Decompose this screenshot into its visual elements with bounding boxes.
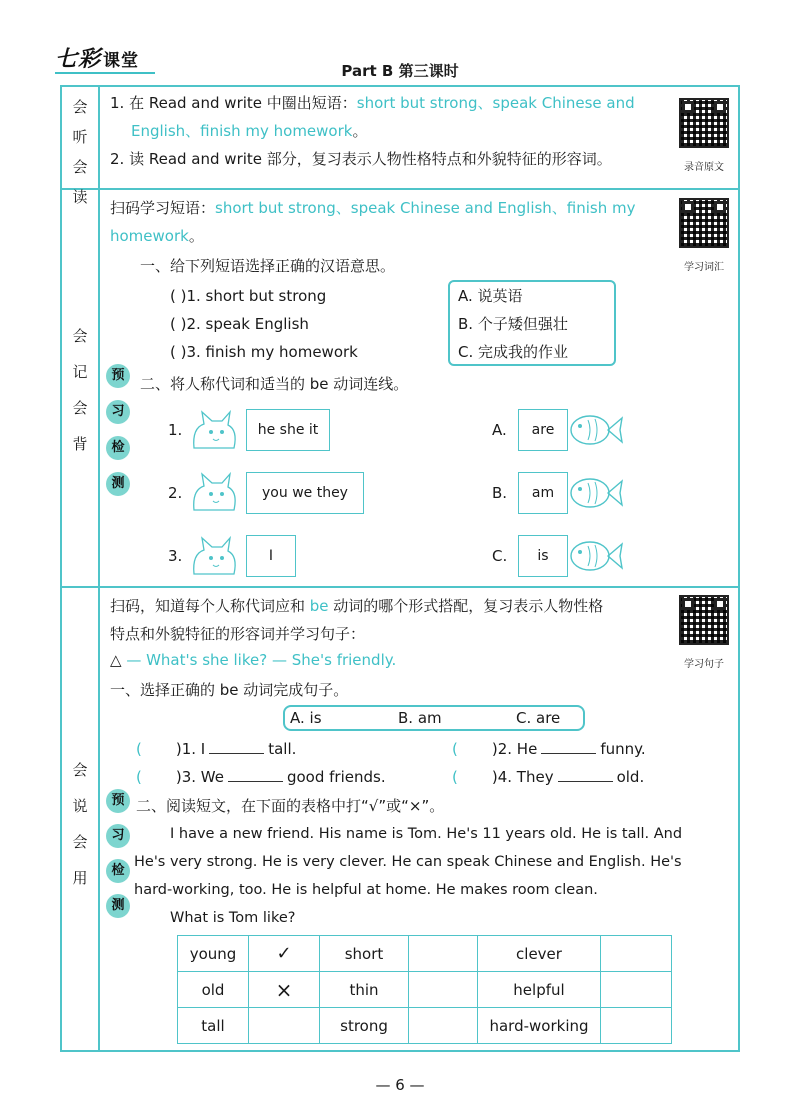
passage-line-3: hard-working, too. He is helpful at home. He makes room clean. — [134, 882, 598, 898]
trait-cell: strong — [320, 1008, 409, 1044]
trait-cell: short — [320, 936, 409, 972]
qr-code-audio[interactable] — [679, 98, 729, 148]
pronoun-box-3: I — [246, 535, 296, 577]
speak-sentence: △ — What's she like? — She's friendly. — [110, 651, 397, 669]
section-label-listen: 会 听 会 读 — [72, 98, 88, 206]
be-option-a: A. is — [290, 709, 322, 727]
badge-preview: 预 — [106, 789, 130, 813]
passage-question: What is Tom like? — [170, 910, 296, 926]
remember-intro-2: homework。 — [110, 227, 204, 245]
answer-blank[interactable] — [228, 765, 283, 782]
pronoun-box-2: you we they — [246, 472, 364, 514]
section-divider-1 — [60, 188, 740, 190]
trait-cell: hard-working — [478, 1008, 601, 1044]
section-label-remember: 会 记 会 背 — [72, 327, 88, 453]
be-box-is: is — [518, 535, 568, 577]
match-num-2: 2. — [168, 484, 183, 502]
be-option-c: C. are — [516, 709, 561, 727]
page-title: Part B 第三课时 — [341, 62, 459, 80]
be-question-3: ( )3. We good friends. — [136, 763, 386, 791]
be-letter-a: A. — [492, 421, 507, 439]
mark-cell[interactable] — [601, 972, 672, 1008]
be-box-am: am — [518, 472, 568, 514]
mark-cell[interactable] — [409, 1008, 478, 1044]
table-row — [178, 972, 672, 1008]
badge-test: 测 — [106, 894, 130, 918]
trait-cell: young — [178, 936, 249, 972]
badge-preview: 预 — [106, 364, 130, 388]
passage-line-1: I have a new friend. His name is Tom. He's 11 years old. He is tall. And — [170, 826, 683, 842]
section-label-speak: 会 说 会 用 — [72, 761, 88, 887]
speak-intro-1: 扫码，知道每个人称代词应和 be 动词的哪个形式搭配，复习表示人物性格 — [110, 597, 604, 615]
mark-cell[interactable]: × — [249, 972, 320, 1008]
speak-part1-title: 一、选择正确的 be 动词完成句子。 — [110, 681, 349, 699]
mark-cell[interactable]: ✓ — [249, 936, 320, 972]
mark-cell[interactable] — [601, 1008, 672, 1044]
mark-cell[interactable] — [601, 936, 672, 972]
trait-cell: helpful — [478, 972, 601, 1008]
brand-logo: 七彩 课堂 — [55, 47, 140, 72]
match-num-1: 1. — [168, 421, 183, 439]
table-row — [178, 1008, 672, 1044]
mark-cell[interactable] — [409, 972, 478, 1008]
listen-line-2: English、finish my homework。 — [131, 122, 368, 140]
meaning-option-b: B. 个子矮但强壮 — [458, 315, 568, 333]
be-question-4: ( )4. They old. — [452, 763, 644, 791]
be-letter-b: B. — [492, 484, 508, 502]
trait-cell: tall — [178, 1008, 249, 1044]
tom-trait-table — [177, 935, 672, 1044]
phrase-item-2: ( )2. speak English — [170, 315, 309, 333]
be-question-1: ( )1. I tall. — [136, 735, 296, 763]
remember-part1-title: 一、给下列短语选择正确的汉语意思。 — [140, 257, 396, 275]
match-num-3: 3. — [168, 547, 183, 565]
listen-line-3: 2. 读 Read and write 部分，复习表示人物性格特点和外貌特征的形容词。 — [110, 150, 612, 168]
speak-intro-2: 特点和外貌特征的形容词并学习句子： — [110, 625, 366, 643]
be-question-2: ( )2. He funny. — [452, 735, 646, 763]
badge-study: 习 — [106, 400, 130, 424]
trait-cell: thin — [320, 972, 409, 1008]
fish-icon — [568, 536, 624, 576]
answer-blank[interactable] — [541, 737, 596, 754]
badge-check: 检 — [106, 859, 130, 883]
mark-cell[interactable] — [249, 1008, 320, 1044]
remember-part2-title: 二、将人称代词和适当的 be 动词连线。 — [140, 375, 409, 393]
badge-test: 测 — [106, 472, 130, 496]
badge-check: 检 — [106, 436, 130, 460]
qr-code-vocab[interactable] — [679, 198, 729, 248]
qr-caption-sentence: 学习句子 — [684, 659, 724, 670]
be-option-b: B. am — [398, 709, 442, 727]
answer-blank[interactable] — [558, 765, 613, 782]
answer-blank[interactable] — [209, 737, 264, 754]
meaning-option-a: A. 说英语 — [458, 287, 523, 305]
pronoun-box-1: he she it — [246, 409, 330, 451]
passage-line-2: He's very strong. He is very clever. He can speak Chinese and English. He's — [134, 854, 682, 870]
meaning-option-c: C. 完成我的作业 — [458, 343, 569, 361]
qr-caption-vocab: 学习词汇 — [684, 262, 724, 273]
page-number: — 6 — — [375, 1076, 425, 1094]
be-letter-c: C. — [492, 547, 508, 565]
be-box-are: are — [518, 409, 568, 451]
qr-caption-audio: 录音原文 — [684, 162, 724, 173]
cat-icon — [186, 470, 244, 516]
label-column-divider — [98, 85, 100, 1052]
cat-icon — [186, 534, 244, 580]
listen-line-1: 1. 在 Read and write 中圈出短语：short but strong、speak Chinese and — [110, 94, 635, 112]
qr-code-sentence[interactable] — [679, 595, 729, 645]
phrase-item-1: ( )1. short but strong — [170, 287, 327, 305]
badge-study: 习 — [106, 824, 130, 848]
fish-icon — [568, 410, 624, 450]
speak-part2-title: 二、阅读短文，在下面的表格中打“√”或“×”。 — [136, 797, 445, 815]
mark-cell[interactable] — [409, 936, 478, 972]
table-row — [178, 936, 672, 972]
section-divider-2 — [60, 586, 740, 588]
trait-cell: old — [178, 972, 249, 1008]
cat-icon — [186, 408, 244, 454]
remember-intro-1: 扫码学习短语：short but strong、speak Chinese and English、finish my — [110, 199, 636, 217]
phrase-item-3: ( )3. finish my homework — [170, 343, 358, 361]
trait-cell: clever — [478, 936, 601, 972]
fish-icon — [568, 473, 624, 513]
